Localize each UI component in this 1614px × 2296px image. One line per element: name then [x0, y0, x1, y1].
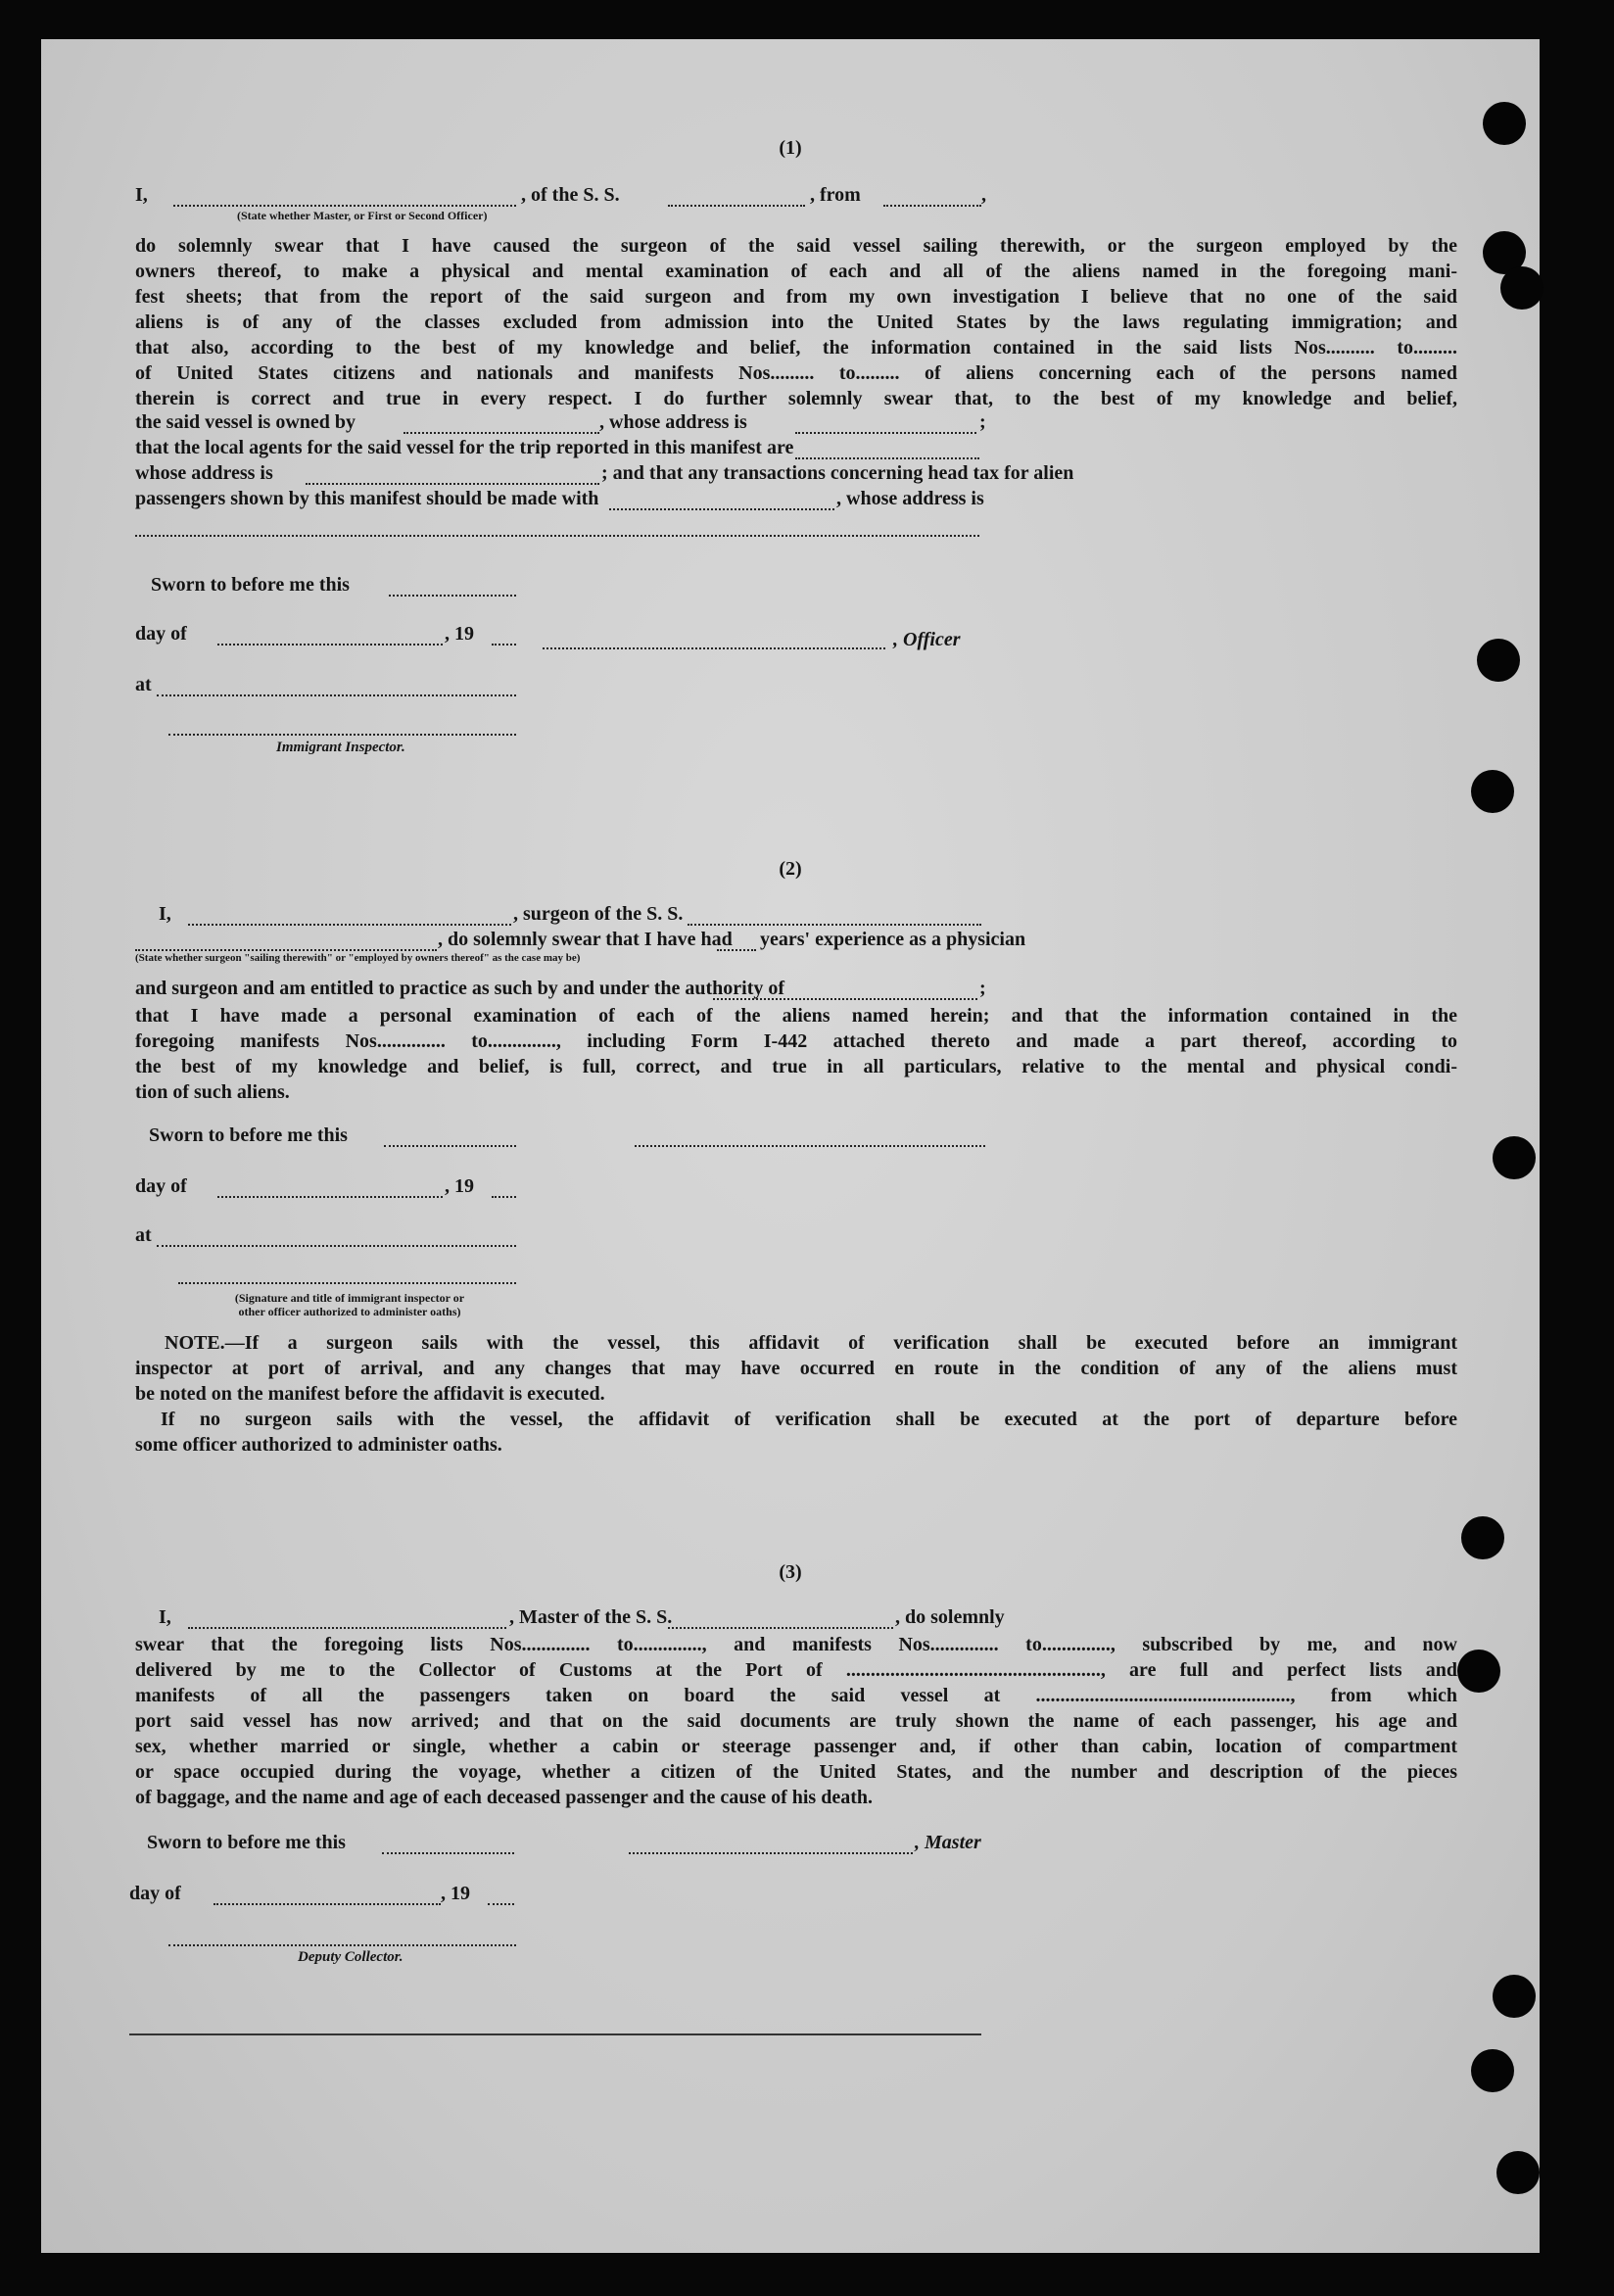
- s1-vessel-field[interactable]: [668, 204, 805, 207]
- s3-body-last: of baggage, and the name and age of each deceased passenger and the cause of his death.: [135, 1787, 873, 1808]
- s1-year-field[interactable]: [492, 643, 516, 646]
- s2-vessel-field[interactable]: [688, 923, 981, 926]
- s1-at-field[interactable]: [157, 694, 516, 696]
- s1-from: , from: [810, 184, 861, 206]
- section1-number: (1): [779, 137, 802, 159]
- s1-body-5: of United States citizens and nationals and manifests Nos......... to......... of aliens concerning each of the persons named: [135, 362, 1457, 384]
- s2-body-1: foregoing manifests Nos.............. to.............., including Form I-442 attached thereto and made a part thereof, according to: [135, 1030, 1457, 1052]
- punch-hole: [1457, 1650, 1500, 1693]
- s3-year: , 19: [441, 1883, 470, 1904]
- s1-agents: that the local agents for the said vessel for the trip reported in this manifest are: [135, 437, 794, 458]
- s1-at: at: [135, 674, 152, 695]
- s1-inspector-signature-field[interactable]: [168, 733, 516, 736]
- s2-note-last: be noted on the manifest before the affidavit is executed.: [135, 1383, 605, 1405]
- s3-body-5: or space occupied during the voyage, whether a citizen of the United States, and the number and description of the pieces: [135, 1761, 1457, 1783]
- s2-note2-last: some officer authorized to administer oaths.: [135, 1434, 502, 1456]
- s1-body-3: aliens is of any of the classes excluded from admission into the United States by the laws regulating immigration; and: [135, 311, 1457, 333]
- s3-body-1: delivered by me to the Collector of Customs at the Port of ...................................................., are full and perfect lists and: [135, 1659, 1457, 1681]
- s3-solemnly: , do solemnly: [895, 1606, 1005, 1628]
- s1-owned-addr: , whose address is: [599, 411, 747, 433]
- manifest-verification-sheet: (1) I, , of the S. S. , from , (State whether Master, or First or Second Officer) do solemnly swear that I have caused the surgeon of the said vessel sailing therewith, or the surgeon employed by the owners thereof, to make a physical and mental examination of each and all of the aliens named in the foregoing mani- fest sheets; that from the report of the said surgeon and from my own investigation I believe that no one of the said aliens is of any of the classes excluded from admission into the United States by the laws regulating immigration; and that also, according to the best of my knowledge and belief, the information contained in the said lists Nos.......... to......... of United States citizens and nationals and manifests Nos......... to......... of aliens concerning each of the persons named therein is correct and true in every respect. I do further solemnly swear that, to the best of my knowledge and belief, the said vessel is owned by , whose address is ; that the local agents for the said vessel for the trip reported in this manifest are whose address is ; and that any transactions concerning head tax for alien passengers shown by this manifest should be made with , whose address is Sworn to before me this day of , 19 at , Officer Immigrant Inspector. (2) I, , surgeon of the S. S. , do solemnly swear that I have had years' experience as a physician (State whether surgeon "sailing therewith" or "employed by owners thereof" as the case may be) and surgeon and am entitled to practice as such by and under the authority of ; that I have made a personal examination of each of the aliens named herein; and that the information contained in the foregoing manifests Nos.............. to.............., including Form I-442 attached thereto and made a part thereof, according to the best of my knowledge and belief, is full, correct, and true in all particulars, relative to the mental and physical condi- tion of such aliens. Sworn to before me this day of , 19 at (Signature and title of immigrant inspector or other officer authorized to administer oaths) NOTE.—If a surgeon sails with the vessel, this affidavit of verification shall be executed before an immigrant inspector at port of arrival, and any changes that may have occurred en route in the condition of any of the aliens must be noted on the manifest before the affidavit is executed. If no surgeon sails with the vessel, the affidavit of verification shall be executed at the port of departure before some officer authorized to administer oaths. (3) I, , Master of the S. S. , do solemnly swear that the foregoing lists Nos.............. to.............., and manifests Nos.............. to.............., subscribed by me, and now delivered by me to the Collector of Customs at the Port of ...................................................., are full and perfect lists and manifests of all the passengers taken on board the said vessel at ...................................................., from which port said vessel has now arrived; and that on the said documents are truly shown the name of each passenger, his age and sex, whether married or single, whether a cabin or steerage passenger and, if other than cabin, location of compartment or space occupied during the voyage, whether a citizen of the United States, and the number and description of the pieces of baggage, and the name and age of each deceased passenger and the cause of his death. Sworn to before me this , Master day of , 19 Deputy Collector.: [41, 39, 1540, 2253]
- s2-surgeon-name-field[interactable]: [188, 923, 511, 926]
- punch-hole: [1493, 1136, 1536, 1179]
- s2-years: years' experience as a physician: [760, 929, 1026, 950]
- s2-surgeon-of: , surgeon of the S. S.: [513, 903, 684, 925]
- s3-sworn-date-field[interactable]: [382, 1851, 514, 1854]
- s3-collector-signature-field[interactable]: [168, 1943, 516, 1946]
- s1-from-field[interactable]: [883, 204, 981, 207]
- s2-surgeon-type-field[interactable]: [135, 948, 437, 951]
- s2-inspector-signature-field[interactable]: [178, 1281, 516, 1284]
- s2-at: at: [135, 1224, 152, 1246]
- s2-day-field[interactable]: [217, 1195, 443, 1198]
- s1-address: whose address is: [135, 462, 273, 484]
- s2-note2: If no surgeon sails with the vessel, the affidavit of verification shall be executed at the port of departure before: [161, 1409, 1457, 1430]
- s3-master: , Master: [915, 1832, 981, 1853]
- s1-body-0: do solemnly swear that I have caused the surgeon of the said vessel sailing therewith, or the surgeon employed by the: [135, 235, 1457, 257]
- s1-day-field[interactable]: [217, 643, 443, 646]
- punch-hole: [1496, 2151, 1540, 2194]
- s1-owner-field[interactable]: [404, 431, 599, 434]
- s2-intro-i: I,: [159, 903, 171, 925]
- s1-headtax: ; and that any transactions concerning head tax for alien: [601, 462, 1074, 484]
- s3-intro-i: I,: [159, 1606, 171, 1628]
- s1-agents-address-field[interactable]: [306, 482, 599, 485]
- s3-body-0: swear that the foregoing lists Nos.............. to.............., and manifests Nos.............. to.............., subscribed by me, and now: [135, 1634, 1457, 1655]
- s1-officer-name-field[interactable]: [173, 204, 516, 207]
- s1-headtax-party-field[interactable]: [609, 507, 834, 510]
- punch-hole: [1477, 639, 1520, 682]
- bottom-rule: [129, 2033, 981, 2035]
- s1-intro-i: I,: [135, 184, 148, 206]
- s3-day-field[interactable]: [214, 1902, 441, 1905]
- s2-sworn-date-field[interactable]: [384, 1144, 516, 1147]
- s1-body-2: fest sheets; that from the report of the said surgeon and from my own investigation I believe that no one of the said: [135, 286, 1457, 308]
- s1-body-1: owners thereof, to make a physical and mental examination of each and all of the aliens named in the foregoing mani-: [135, 261, 1457, 282]
- s3-master-name-field[interactable]: [188, 1626, 506, 1629]
- s1-inspector: Immigrant Inspector.: [276, 740, 405, 755]
- s2-authority: and surgeon and am entitled to practice as such by and under the authority of: [135, 978, 785, 999]
- section2-number: (2): [779, 858, 802, 880]
- s1-agents-field[interactable]: [795, 456, 979, 459]
- s3-body-3: port said vessel has now arrived; and that on the said documents are truly shown the name of each passenger, his age and: [135, 1710, 1457, 1732]
- s3-master-of: , Master of the S. S.: [509, 1606, 673, 1628]
- s2-day-of: day of: [135, 1175, 187, 1197]
- s2-authority-field[interactable]: [713, 997, 977, 1000]
- s1-passengers: passengers shown by this manifest should be made with: [135, 488, 599, 509]
- s1-owner-address-field[interactable]: [795, 431, 976, 434]
- s2-years-field[interactable]: [717, 948, 756, 951]
- s2-at-field[interactable]: [157, 1244, 516, 1247]
- s2-note-label: NOTE.: [165, 1332, 225, 1354]
- s2-body-0: that I have made a personal examination of each of the aliens named herein; and that the information contained in the: [135, 1005, 1457, 1027]
- s2-note-line-0: [135, 1330, 1457, 1356]
- s1-note-master: (State whether Master, or First or Second Officer): [237, 209, 488, 222]
- s3-year-field[interactable]: [488, 1902, 514, 1905]
- s2-body-2: the best of my knowledge and belief, is full, correct, and true in all particulars, relative to the mental and physical condi-: [135, 1056, 1457, 1077]
- s1-pass-address-field[interactable]: [135, 534, 979, 537]
- s1-sworn: Sworn to before me this: [151, 574, 350, 596]
- s3-collector: Deputy Collector.: [298, 1949, 404, 1965]
- s3-body-4: sex, whether married or single, whether a cabin or steerage passenger and, if other than cabin, location of compartment: [135, 1736, 1457, 1757]
- s1-comma: ,: [981, 184, 986, 206]
- s2-swear: , do solemnly swear that I have had: [438, 929, 733, 950]
- s1-pass-addr: , whose address is: [836, 488, 984, 509]
- s1-body-4: that also, according to the best of my knowledge and belief, the information contained in the said lists Nos.......... to.........: [135, 337, 1457, 359]
- s1-day-of: day of: [135, 623, 187, 645]
- s1-of-ss: , of the S. S.: [521, 184, 620, 206]
- s2-note-line-1: inspector at port of arrival, and any changes that may have occurred en route in the condition of any of the aliens must: [135, 1358, 1457, 1379]
- punch-hole: [1493, 1975, 1536, 2018]
- s2-sworn: Sworn to before me this: [149, 1124, 348, 1146]
- s2-surgeon-signature-field[interactable]: [635, 1144, 985, 1147]
- s2-sig-note: (Signature and title of immigrant inspector or other officer authorized to administer oaths): [234, 1291, 465, 1318]
- punch-hole: [1471, 2049, 1514, 2092]
- s1-owned: the said vessel is owned by: [135, 411, 356, 433]
- s2-body-last: tion of such aliens.: [135, 1081, 290, 1103]
- s2-year: , 19: [445, 1175, 474, 1197]
- s1-year: , 19: [445, 623, 474, 645]
- s3-sworn: Sworn to before me this: [147, 1832, 346, 1853]
- s3-day-of: day of: [129, 1883, 181, 1904]
- punch-hole: [1483, 102, 1526, 145]
- s3-vessel-field[interactable]: [668, 1626, 893, 1629]
- s1-officer-signature-field[interactable]: [543, 646, 885, 649]
- s2-note-surgeon: (State whether surgeon "sailing therewith" or "employed by owners thereof" as the case may be): [135, 952, 581, 964]
- punch-hole: [1471, 770, 1514, 813]
- s3-body-2: manifests of all the passengers taken on board the said vessel at ...................................................., from which: [135, 1685, 1457, 1706]
- section3-number: (3): [779, 1561, 802, 1583]
- punch-hole: [1461, 1516, 1504, 1559]
- s1-sworn-date-field[interactable]: [389, 594, 516, 597]
- s1-officer: , Officer: [893, 629, 961, 650]
- s2-year-field[interactable]: [492, 1195, 516, 1198]
- s1-body-6: therein is correct and true in every respect. I do further solemnly swear that, to the best of my knowledge and belief,: [135, 388, 1457, 409]
- s2-note-text: —If a surgeon sails with the vessel, this affidavit of verification shall be executed before an immigrant: [224, 1332, 1457, 1354]
- s3-master-signature-field[interactable]: [629, 1851, 913, 1854]
- punch-hole: [1500, 266, 1543, 310]
